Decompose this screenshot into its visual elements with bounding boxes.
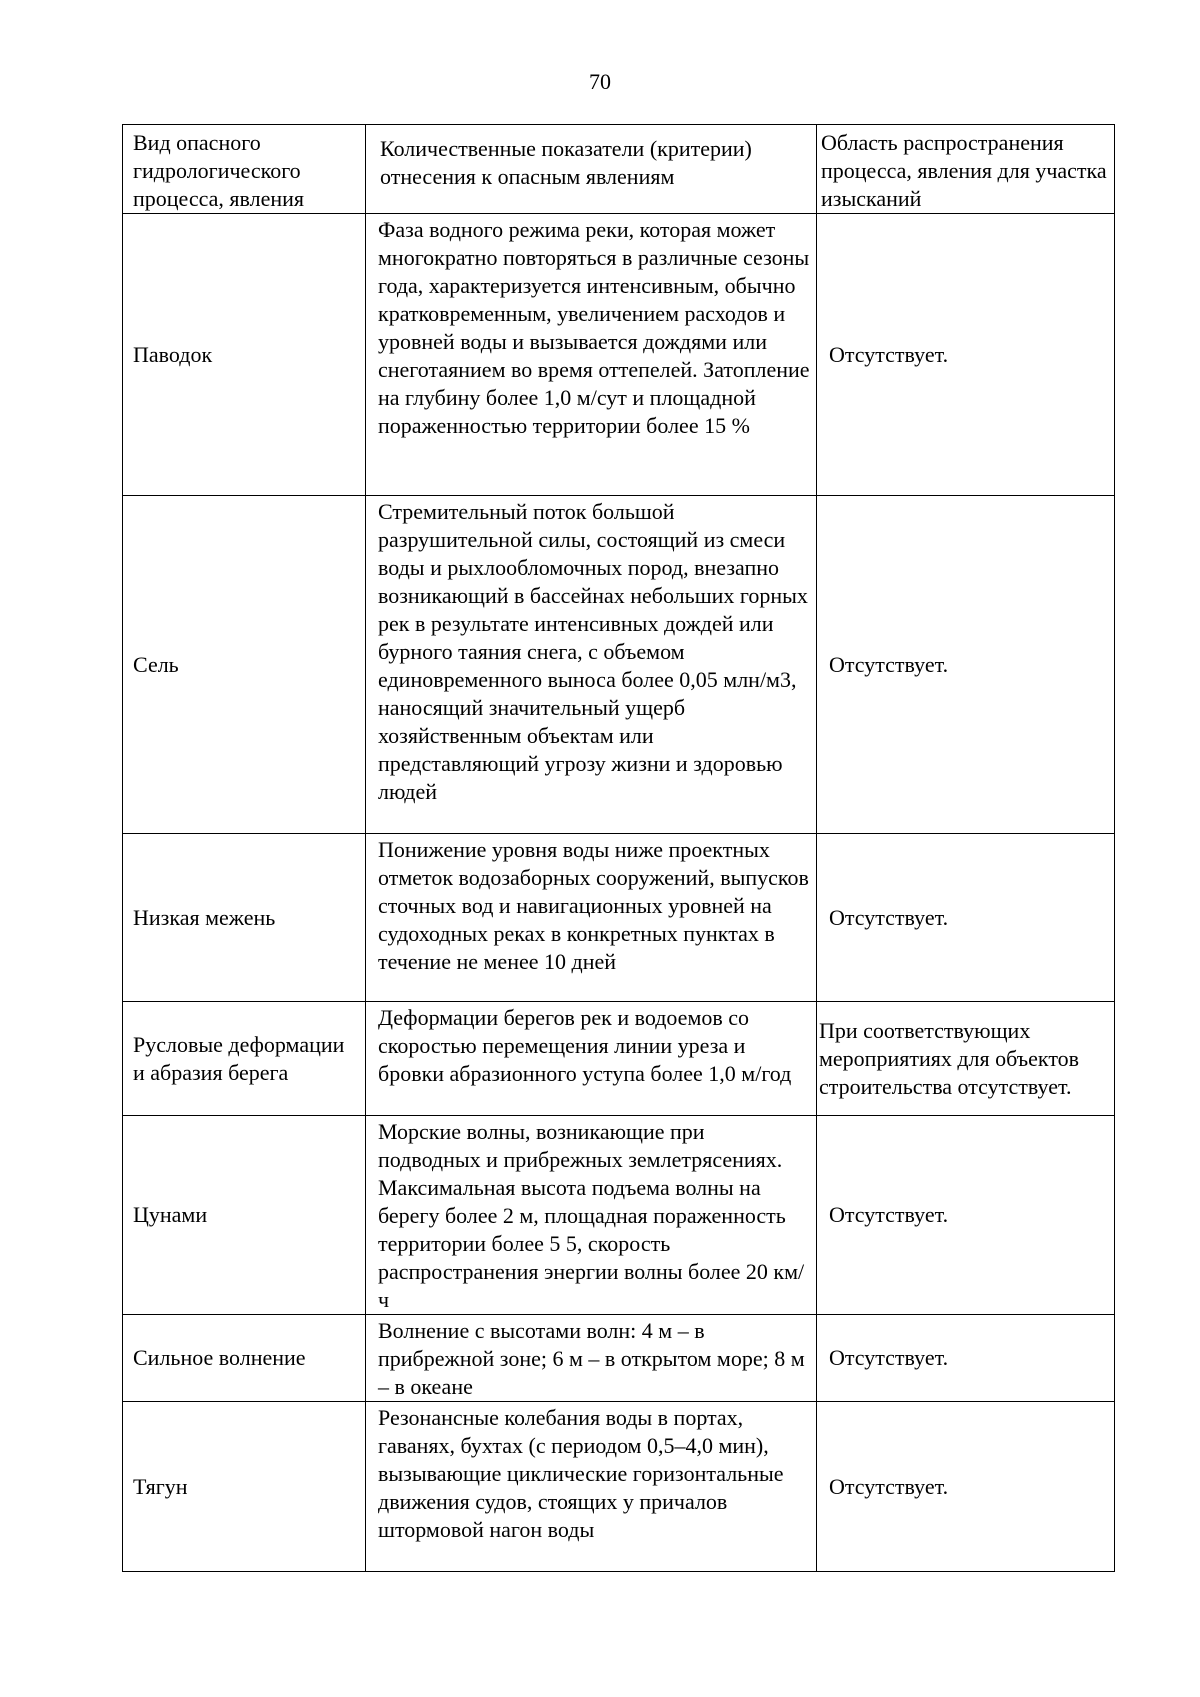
hazard-name: Паводок — [123, 214, 366, 496]
header-area: Область распространения процесса, явления для участка изысканий — [817, 125, 1115, 214]
hazard-criteria: Понижение уровня воды ниже проектных отметок водозаборных сооружений, выпусков сточных вод и навигационных уровней на судоходных реках в конкретных пунктах в течение не менее 10 дней — [366, 834, 817, 1002]
hazard-name: Сель — [123, 496, 366, 834]
hazard-criteria: Волнение с высотами волн: 4 м – в прибрежной зоне; 6 м – в открытом море; 8 м – в океане — [366, 1315, 817, 1402]
page-number: 70 — [589, 69, 611, 94]
hazard-criteria: Фаза водного режима реки, которая может многократно повторяться в различные сезоны года, характеризуется интенсивным, обычно кратковременным, увеличением расходов и уровней воды и вызывается дождями или снеготаянием во время оттепелей. Затопление на глубину более 1,0 м/сут и площадной пораженностью территории более 15 % — [366, 214, 817, 496]
table-row — [123, 1402, 1115, 1572]
hazard-criteria: Стремительный поток большой разрушительной силы, состоящий из смеси воды и рыхлообломочных пород, внезапно возникающий в бассейнах небольших горных рек в результате интенсивных дождей или бурного таяния снега, с объемом единовременного выноса более 0,05 млн/м3, наносящий значительный ущерб хозяйственным объектам или представляющий угрозу жизни и здоровью людей — [366, 496, 817, 834]
table-row — [123, 1002, 1115, 1116]
hazards-table — [122, 124, 1115, 1572]
hazard-area: Отсутствует. — [817, 496, 1115, 834]
header-criteria: Количественные показатели (критерии) отнесения к опасным явлениям — [366, 125, 817, 214]
table-header-row — [123, 125, 1115, 214]
table-row — [123, 214, 1115, 496]
table-row — [123, 496, 1115, 834]
hazard-area: При соответствующих мероприятиях для объектов строительства отсутствует. — [817, 1002, 1115, 1116]
hazard-name: Тягун — [123, 1402, 366, 1572]
hazard-area: Отсутствует. — [817, 834, 1115, 1002]
hazard-criteria: Морские волны, возникающие при подводных и прибрежных землетрясениях. Максимальная высота подъема волны на берегу более 2 м, площадная пораженность территории более 5 5, скорость распространения энергии волны более 20 км/ч — [366, 1116, 817, 1315]
table-row — [123, 834, 1115, 1002]
hazard-name: Сильное волнение — [123, 1315, 366, 1402]
hazard-area: Отсутствует. — [817, 1402, 1115, 1572]
hazard-area: Отсутствует. — [817, 1315, 1115, 1402]
hazard-criteria: Деформации берегов рек и водоемов со скоростью перемещения линии уреза и бровки абразионного уступа более 1,0 м/год — [366, 1002, 817, 1116]
hazard-area: Отсутствует. — [817, 214, 1115, 496]
hazard-criteria: Резонансные колебания воды в портах, гаванях, бухтах (с периодом 0,5–4,0 мин), вызывающие циклические горизонтальные движения судов, стоящих у причалов штормовой нагон воды — [366, 1402, 817, 1572]
header-hazard-type: Вид опасного гидрологического процесса, явления — [123, 125, 366, 214]
table-row — [123, 1315, 1115, 1402]
hazard-name: Низкая межень — [123, 834, 366, 1002]
hazard-name: Русловые деформации и абразия берега — [123, 1002, 366, 1116]
table-row — [123, 1116, 1115, 1315]
hazard-name: Цунами — [123, 1116, 366, 1315]
hazard-area: Отсутствует. — [817, 1116, 1115, 1315]
